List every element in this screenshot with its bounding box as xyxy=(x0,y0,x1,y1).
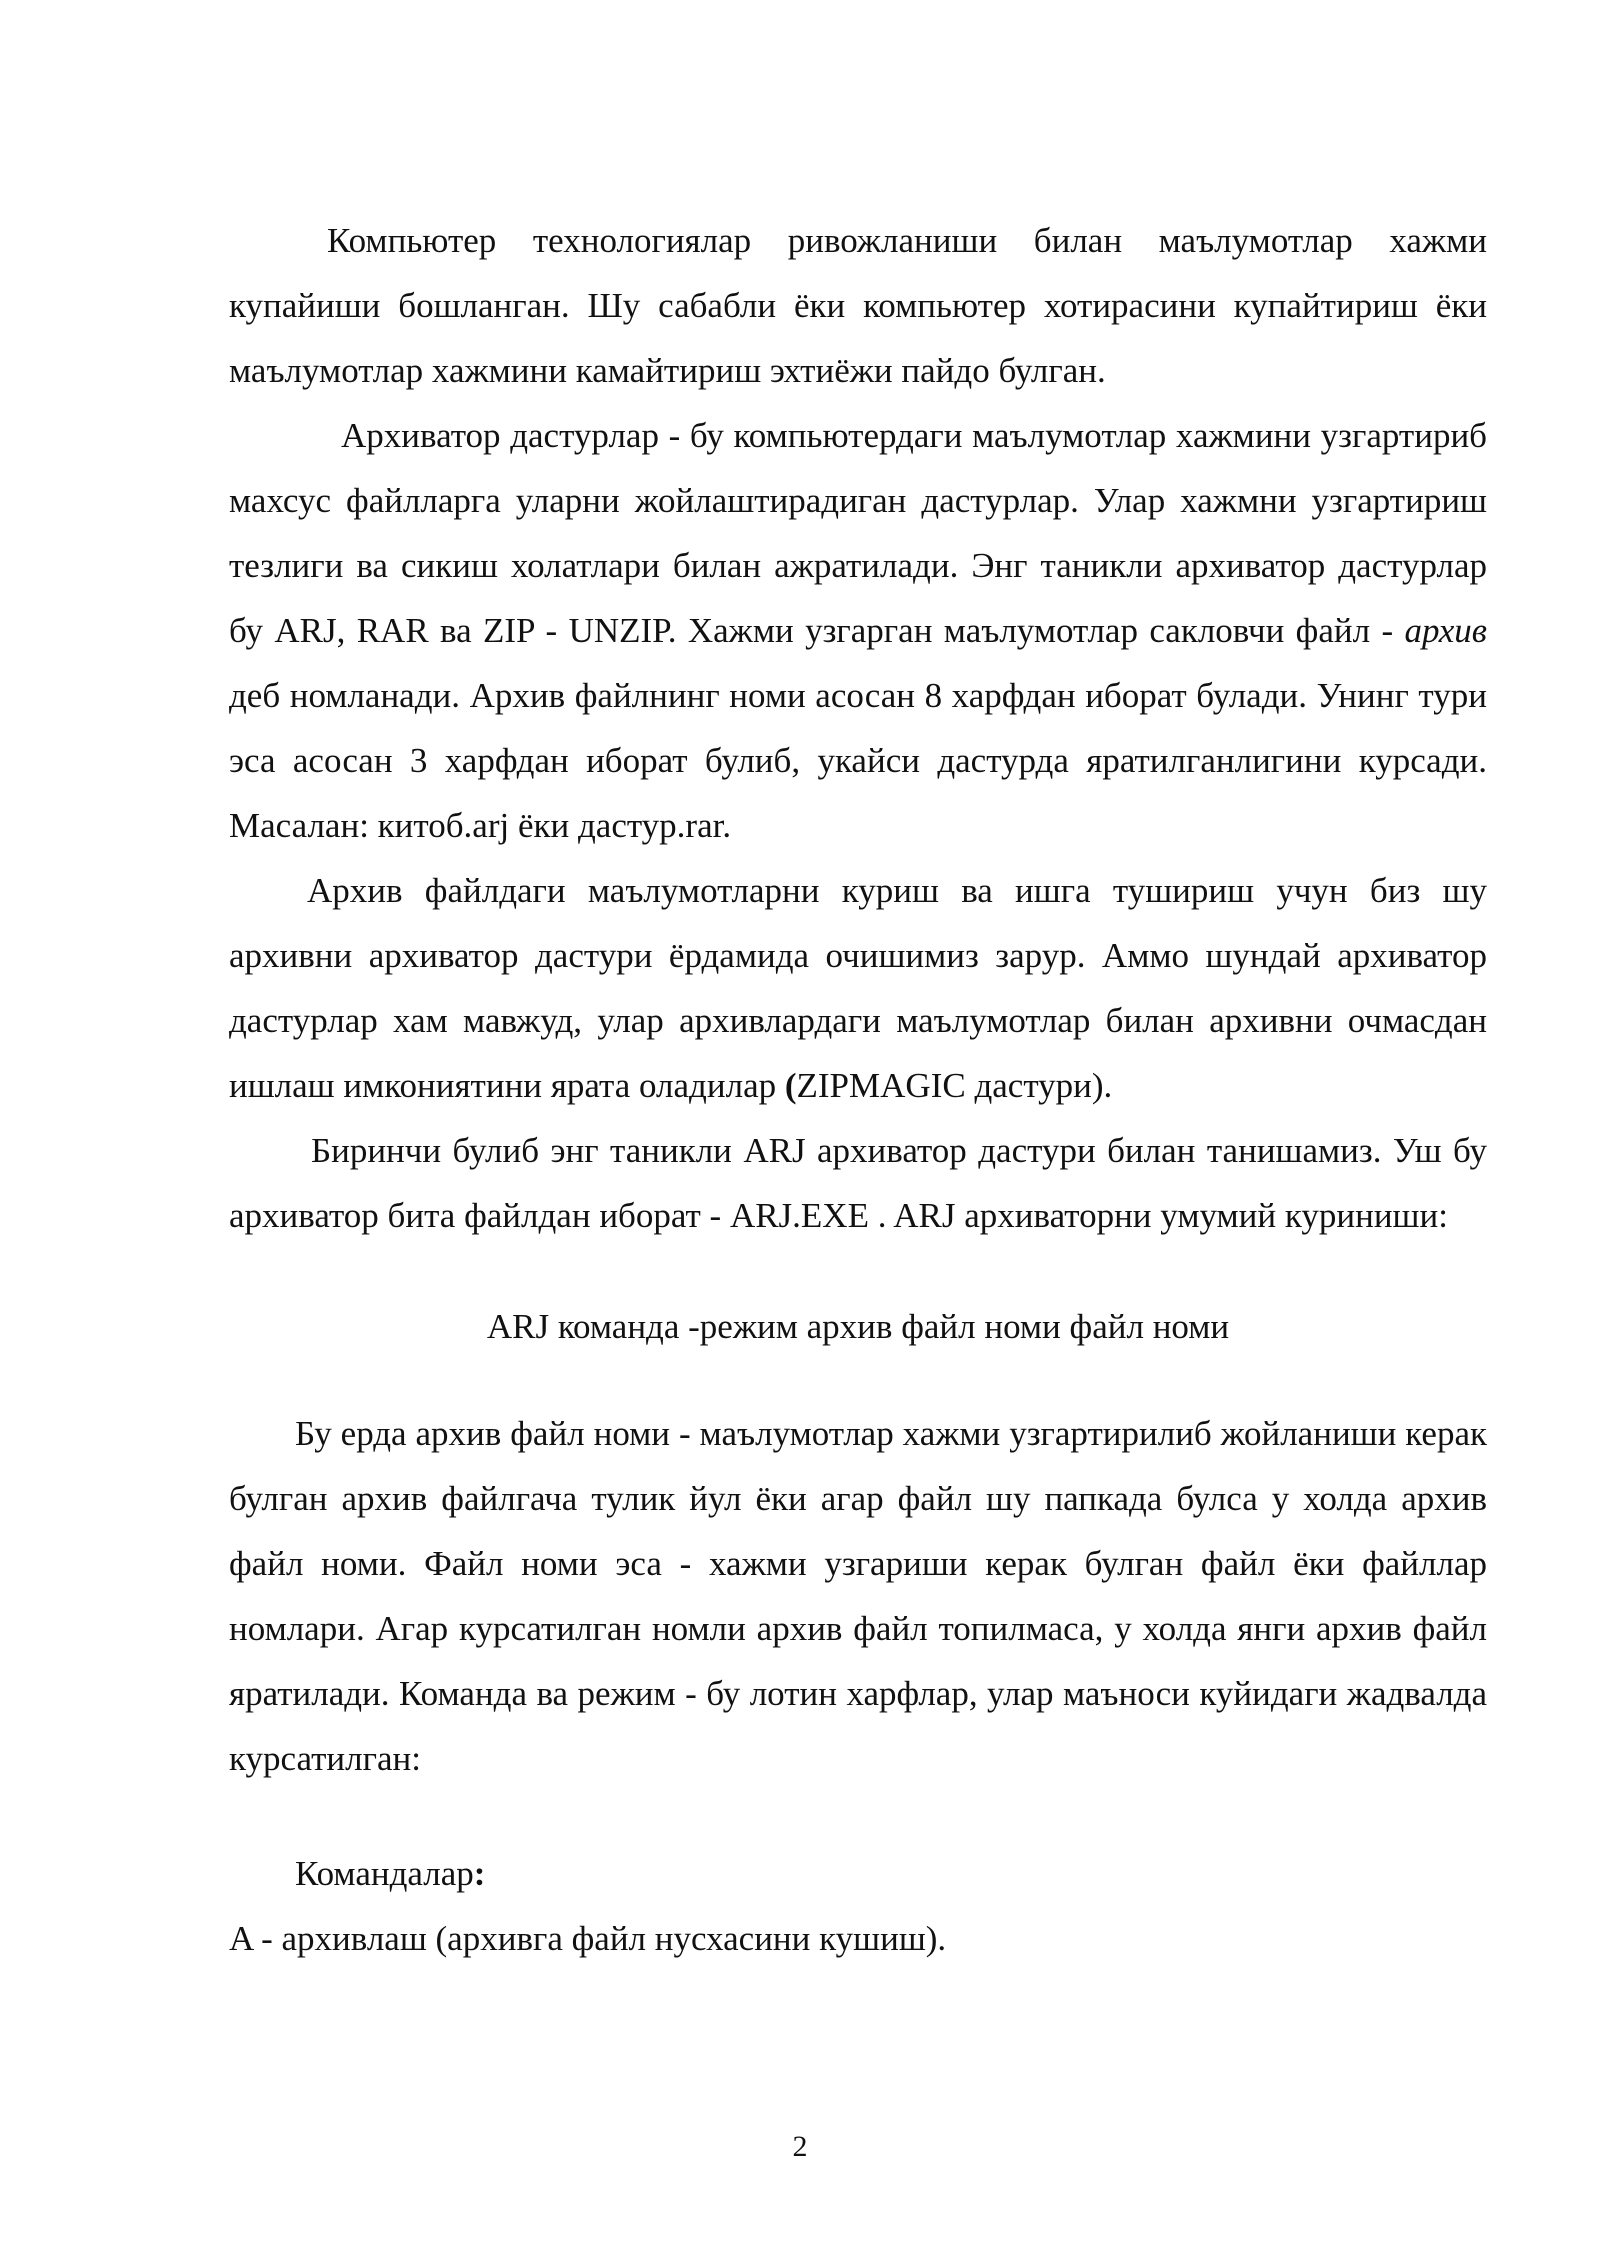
commands-heading-text: Командалар xyxy=(295,1854,474,1893)
paragraph-arj-intro: Биринчи булиб энг таникли ARJ архиватор дастури билан танишамиз. Уш бу архиватор бита файлдан иборат - ARJ.EXE . ARJ архиваторни умумий куриниши: xyxy=(229,1131,1487,1235)
italic-term-archive: архив xyxy=(1404,611,1487,650)
paragraph-archivers-text-2: деб номланади. Архив файлнинг номи асосан 8 харфдан иборат булади. Унинг тури эса асосан 3 харфдан иборат булиб, укайси дастурда яратилганлигини курсади. Масалан: китоб.arj ёки дастур.rar. xyxy=(229,676,1487,845)
paragraph-archivers-text-1: Архиватор дастурлар - бу компьютердаги маълумотлар хажмини узгартириб махсус файлларга уларни жойлаштирадиган дастурлар. Улар хажмни узгартириш тезлиги ва сикиш холатлари билан ажратилади. Энг таникли архиватор дастурлар бу ARJ, RAR ва ZIP - UNZIP. Хажми узгарган маълумотлар сакловчи файл - xyxy=(229,416,1487,650)
paragraph-archivers xyxy=(229,403,1487,858)
page-number: 2 xyxy=(792,2130,808,2163)
command-a-item: A - архивлаш (архивга файл нусхасини кушиш). xyxy=(229,1919,947,1958)
bold-paren: ( xyxy=(784,1066,797,1105)
paragraph-archive-open-text-1: Архив файлдаги маълумотларни куриш ва ишга тушириш учун биз шу архивни архиватор дастури ёрдамида очишимиз зарур. Аммо шундай архиватор дастурлар хам мавжуд, улар архивлардаги маълумотлар билан архивни очмасдан ишлаш имкониятини ярата оладилар xyxy=(229,871,1487,1105)
arj-syntax-line: ARJ команда -режим архив файл номи файл номи xyxy=(486,1307,1230,1346)
commands-heading-colon: : xyxy=(473,1854,486,1893)
paragraph-intro: Компьютер технологиялар ривожланиши билан маълумотлар хажми купайиши бошланган. Шу сабабли ёки компьютер хотирасини купайтириш ёки маълумотлар хажмини камайтириш эхтиёжи пайдо булган. xyxy=(229,221,1487,390)
paragraph-archive-open-text-2: ZIPMAGIC дастури). xyxy=(796,1066,1113,1105)
paragraph-archive-name: Бу ерда архив файл номи - маълумотлар хажми узгартирилиб жойланиши керак булган архив файлгача тулик йул ёки агар файл шу папкада булса у холда архив файл номи. Файл номи эса - хажми узгариши керак булган файл ёки файллар номлари. Агар курсатилган номли архив файл топилмаса, у холда янги архив файл яратилади. Команда ва режим - бу лотин харфлар, улар маъноси куйидаги жадвалда курсатилган: xyxy=(229,1414,1487,1778)
paragraph-archive-open xyxy=(229,858,1487,1118)
document-page xyxy=(229,208,1487,1971)
commands-heading xyxy=(229,1841,1487,1906)
